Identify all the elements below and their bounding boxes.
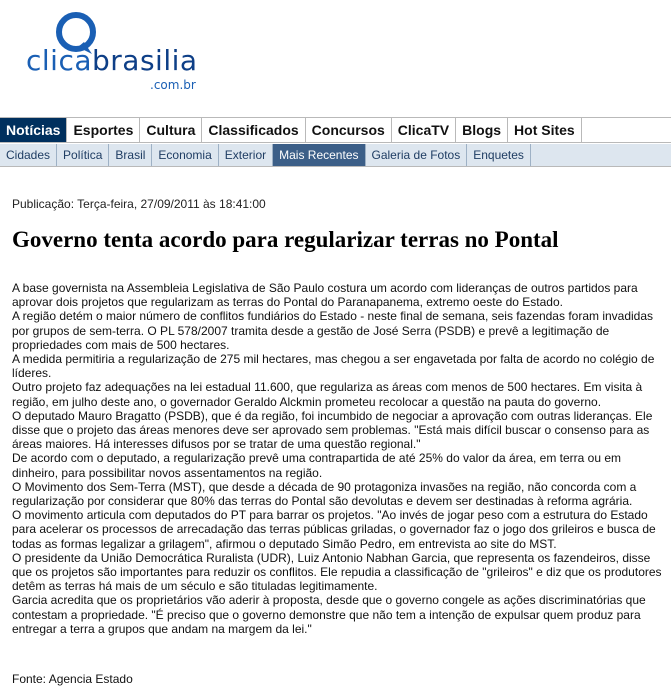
subnav-item-galeria-de-fotos[interactable]: Galeria de Fotos: [366, 144, 468, 166]
article-source: Fonte: Agencia Estado: [12, 672, 133, 686]
subnav-item-cidades[interactable]: Cidades: [0, 144, 57, 166]
article-paragraph: O deputado Mauro Bragatto (PSDB), que é da região, foi incumbido de negociar a aprovação com outras lideranças. Ele disse que o projeto das áreas menores deve ser aprovado sem problemas. "Está mais difícil buscar o consenso para as áreas maiores. Há interesses difusos por se tratar de uma questão regional.": [12, 408, 653, 452]
site-logo[interactable]: [26, 10, 226, 102]
logo-text: [26, 44, 198, 77]
publication-date: Publicação: Terça-feira, 27/09/2011 às 18:41:00: [12, 197, 266, 211]
article-paragraph: De acordo com o deputado, a regularização prevê uma contrapartida de até 25% do valor da área, em terra ou em dinheiro, para possibilitar novos assentamentos na região.: [12, 451, 622, 480]
article-paragraph: O movimento articula com deputados do PT para barrar os projetos. "Ao invés de jogar peso com a estrutura do Estado para acelerar os processos de arrecadação das terras públicas griladas, o governador faz o jogo dos grileiros e busca de todas as formas legalizar a grilagem", afirmou o deputado Simão Pedro, em entrevista ao site do MST.: [12, 508, 656, 551]
article-paragraph: A base governista na Assembleia Legislativa de São Paulo costura um acordo com lideranças de outros partidos para aprovar dois projetos que regularizam as terras do Pontal do Paranapanema, extremo oeste do Estado.: [12, 281, 638, 310]
nav-item-esportes[interactable]: Esportes: [67, 118, 140, 142]
article-paragraph: Garcia acredita que os proprietários vão aderir à proposta, desde que o governo congele as ações discriminatórias que contestam a propriedade. "É preciso que o governo demonstre que não tem a intenção de expulsar quem produz para entregar a terra a grupos que andam na margem da lei.": [12, 593, 646, 636]
nav-item-blogs[interactable]: Blogs: [456, 118, 508, 142]
nav-item-clicatv[interactable]: ClicaTV: [392, 118, 456, 142]
nav-item-cultura[interactable]: Cultura: [140, 118, 202, 142]
article-paragraph: O Movimento dos Sem-Terra (MST), que desde a década de 90 protagoniza invasões na região, não concorda com a regularização por considerar que 80% das terras do Pontal são devolutas e devem ser destinadas à reforma agrária.: [12, 479, 637, 509]
subnav-item-brasil[interactable]: Brasil: [109, 144, 152, 166]
article-paragraph: A medida permitiria a regularização de 275 mil hectares, mas chegou a ser engavetada por falta de acordo no colégio de líderes.: [12, 352, 655, 381]
subnav-item-mais-recentes[interactable]: Mais Recentes: [273, 144, 365, 166]
subnav-item-politica[interactable]: Política: [57, 144, 109, 166]
sub-nav: [0, 144, 671, 167]
subnav-item-enquetes[interactable]: Enquetes: [467, 144, 531, 166]
nav-item-concursos[interactable]: Concursos: [306, 118, 392, 142]
logo-part-brasilia: brasilia: [92, 44, 198, 77]
nav-item-noticias[interactable]: Notícias: [0, 118, 67, 142]
article-title: Governo tenta acordo para regularizar terras no Pontal: [12, 227, 559, 252]
subnav-item-economia[interactable]: Economia: [152, 144, 218, 166]
nav-item-hot-sites[interactable]: Hot Sites: [508, 118, 582, 142]
subnav-item-exterior[interactable]: Exterior: [219, 144, 273, 166]
article-body: [12, 281, 662, 636]
article-paragraph: A região detém o maior número de conflitos fundiários do Estado - neste final de semana, seis fazendas foram invadidas por grupos de sem-terra. O PL 578/2007 tramita desde a gestão de José Serra (PSDB) e prevê a legitimação de propriedades com mais de 500 hectares.: [12, 309, 654, 352]
main-nav: [0, 117, 671, 143]
article-paragraph: Outro projeto faz adequações na lei estadual 11.600, que regulariza as áreas com menos de 500 hectares. Em visita à região, em julho deste ano, o governador Geraldo Alckmin prometeu recolocar a questão na pauta do governo.: [12, 380, 643, 409]
nav-item-classificados[interactable]: Classificados: [202, 118, 305, 142]
logo-part-clica: clica: [26, 44, 93, 77]
article-paragraph: O presidente da União Democrática Ruralista (UDR), Luiz Antonio Nabhan Garcia, que representa os fazendeiros, disse que os projetos são importantes para reduzir os conflitos. Ele repudia a classificação de "grileiros" e diz que os produtores detêm as terras há mais de um século e são tituladas legitimamente.: [12, 550, 662, 594]
logo-domain: .com.br: [150, 78, 196, 92]
